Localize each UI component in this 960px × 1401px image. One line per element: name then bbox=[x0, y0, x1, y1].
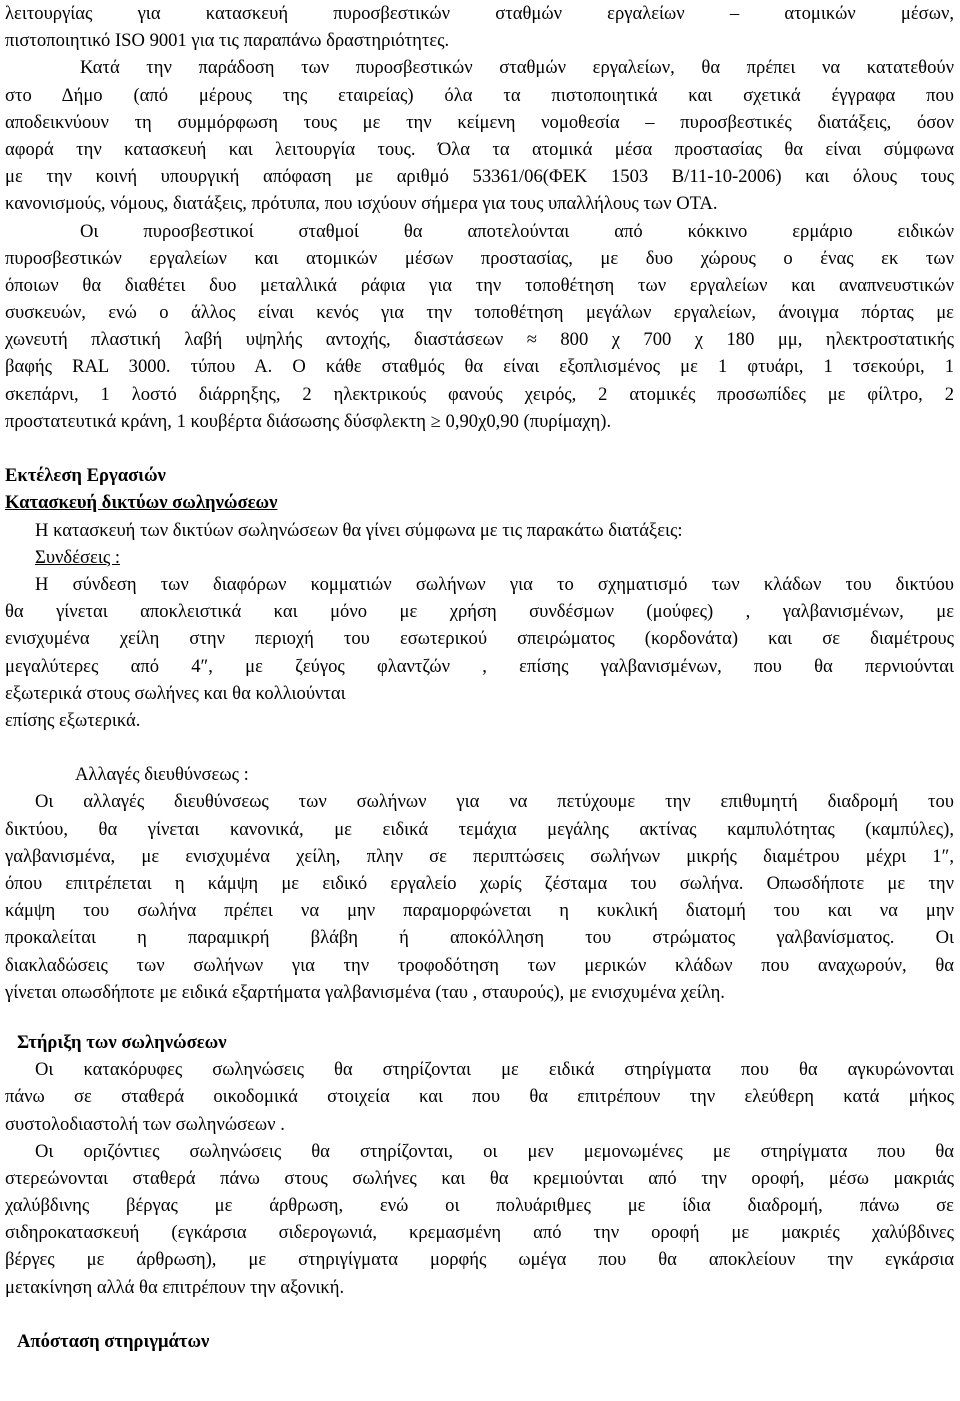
text-line: μεγαλύτερες από 4″, με ζεύγος φλαντζών , επίσης γαλβανισμένων, που θα περνιούνται bbox=[5, 655, 954, 677]
text-line: διακλαδώσεις των σωλήνων για την τροφοδότηση των μερικών κλάδων που αναχωρούν, θα bbox=[5, 954, 954, 976]
text-line: πάνω σε σταθερά οικοδομικά στοιχεία και που θα επιτρέπουν την ελεύθερη κατά μήκος bbox=[5, 1086, 954, 1108]
text-line: θα γίνεται αποκλειστικά και μόνο με χρήση συνδέσμων (μούφες) , γαλβανισμένων, με bbox=[5, 601, 954, 623]
spacer bbox=[5, 1006, 954, 1029]
section-heading-execution: Εκτέλεση Εργασιών bbox=[5, 465, 166, 487]
text-line: λειτουργίας για κατασκευή πυροσβεστικών σταθμών εργαλείων – ατομικών μέσων, bbox=[5, 3, 954, 24]
connections-label-text: Συνδέσεις : bbox=[35, 546, 121, 568]
text-line: πιστοποιητικό ISO 9001 για τις παραπάνω δραστηριότητες. bbox=[5, 30, 450, 52]
text-line: Οι κατακόρυφες σωληνώσεις θα στηρίζονται με ειδικά στηρίγματα που θα αγκυρώνονται bbox=[35, 1059, 954, 1081]
text-line: στο Δήμο (από μέρους της εταιρείας) όλα τα πιστοποιητικά και σχετικά έγγραφα που bbox=[5, 84, 954, 106]
text-line: κάμψη του σωλήνα πρέπει να μην παραμορφώνεται η κυκλική διατομή του και να μην bbox=[5, 900, 954, 922]
text-line: πυροσβεστικών εργαλείων και ατομικών μέσων προστασίας, με δυο χώρους ο ένας εκ των bbox=[5, 247, 954, 269]
text-line: δικτύου, θα γίνεται κανονικά, με ειδικά τεμάχια μεγάλης ακτίνας καμπυλότητας (καμπύλες), bbox=[5, 818, 954, 840]
text-line: στερεώνονται σταθερά πάνω στους σωλήνες και θα κρεμιούνται από την οροφή, μέσω μακριάς bbox=[5, 1167, 954, 1189]
text-line: προκαλείται η παραμικρή βλάβη ή αποκόλληση του στρώματος γαλβανίσματος. Οι bbox=[5, 927, 954, 949]
text-line: Η σύνδεση των διαφόρων κομματιών σωλήνων για το σχηματισμό των κλάδων του δικτύου bbox=[35, 573, 954, 595]
text-line: γίνεται οπωσδήποτε με ειδικά εξαρτήματα γαλβανισμένα (ταυ , σταυρούς), με ενισχυμένα χείλη. bbox=[5, 981, 725, 1003]
text-line: αφορά την κατασκευή και λειτουργία τους. Όλα τα ατομικά μέσα προστασίας θα είναι σύμφωνα bbox=[5, 138, 954, 160]
section-heading-distance: Απόσταση στηριγμάτων bbox=[17, 1331, 210, 1352]
text-line: κανονισμούς, νόμους, διατάξεις, πρότυπα, που ισχύουν σήμερα για τους υπαλλήλους των ΟΤΑ. bbox=[5, 193, 718, 215]
text-line: συσκευών, ενώ ο άλλος είναι κενός για την τοποθέτηση μεγάλων εργαλείων, άνοιγμα πόρτας με bbox=[5, 302, 954, 324]
text-line: χωνευτή πλαστική λαβή υψηλής αντοχής, διαστάσεων ≈ 800 χ 700 χ 180 μμ, ηλεκτροστατικής bbox=[5, 329, 954, 351]
text-line: βαφής RAL 3000. τύπου Α. Ο κάθε σταθμός θα είναι εξοπλισμένος με 1 φτυάρι, 1 τσεκούρι, 1 bbox=[5, 356, 954, 378]
text-line: προστατευτικά κράνη, 1 κουβέρτα διάσωσης δύσφλεκτη ≥ 0,90χ0,90 (πυρίμαχη). bbox=[5, 410, 612, 432]
text-line: αποδεικνύουν τη συμμόρφωση τους με την κείμενη νομοθεσία – πυροσβεστικές διατάξεις, όσον bbox=[5, 111, 954, 133]
subheading-pipe-networks bbox=[5, 489, 954, 516]
text-line: συστολοδιαστολή των σωληνώσεων . bbox=[5, 1113, 285, 1135]
text-line: σκεπάρνι, 1 λοστό διάρρηξης, 2 ηλεκτρικούς φανούς χειρός, 2 ατομικές προσωπίδες με φίλτρο, 2 bbox=[5, 383, 954, 405]
direction-label: Αλλαγές διευθύνσεως : bbox=[75, 764, 249, 786]
text-line: Οι αλλαγές διευθύνσεως των σωλήνων για να πετύχουμε την επιθυμητή διαδρομή του bbox=[35, 791, 954, 813]
text-line: σιδηροκατασκευή (εγκάρσια σιδερογωνιά, κρεμασμένη από την οροφή με μακριές χαλύβδινες bbox=[5, 1222, 954, 1244]
text-line: όποιων θα διαθέτει δυο μεταλλικά ράφια για την τοποθέτηση των εργαλείων και αναπνευστικών bbox=[5, 274, 954, 296]
text-line: Οι πυροσβεστικοί σταθμοί θα αποτελούνται από κόκκινο ερμάριο ειδικών bbox=[80, 220, 954, 242]
text-line: με την κοινή υπουργική απόφαση με αριθμό 53361/06(ΦΕΚ 1503 Β/11-10-2006) και όλους τους bbox=[5, 166, 954, 188]
text-line: Οι οριζόντιες σωληνώσεις θα στηρίζονται, οι μεν μεμονωμένες με στηρίγματα που θα bbox=[35, 1140, 954, 1162]
text-line: Κατά την παράδοση των πυροσβεστικών σταθμών εργαλείων, θα πρέπει να κατατεθούν bbox=[80, 57, 954, 79]
text-line: μετακίνηση αλλά θα επιτρέπουν την αξονική. bbox=[5, 1276, 345, 1298]
text-line: γαλβανισμένα, με ενισχυμένα χείλη, πλην σε περιπτώσεις σωλήνων μικρής διαμέτρου μέχρι 1″, bbox=[5, 845, 954, 867]
text-line: επίσης εξωτερικά. bbox=[5, 709, 141, 731]
connections-label bbox=[5, 544, 954, 571]
section-heading-support: Στήριξη των σωληνώσεων bbox=[17, 1031, 227, 1053]
text-line: βέργες με άρθρωση), με στηριγίγματα μορφής ωμέγα που θα αποκλείουν την εγκάρσια bbox=[5, 1249, 954, 1271]
text-line: ενισχυμένα χείλη στην περιοχή του εσωτερικού σπειρώματος (κορδονάτα) και σε διαμέτρους bbox=[5, 628, 954, 650]
text-line: χαλύβδινης βέργας με άρθρωση, ενώ οι πολυάριθμες με ίδια διαδρομή, πάνω σε bbox=[5, 1195, 954, 1217]
text-line: Η κατασκευή των δικτύων σωληνώσεων θα γίνει σύμφωνα με τις παρακάτω διατάξεις: bbox=[35, 519, 683, 541]
spacer bbox=[5, 734, 954, 761]
text-line: όπου επιτρέπεται η κάμψη με ειδικό εργαλείο χωρίς ζέσταμα του σωλήνα. Οπωσδήποτε με την bbox=[5, 873, 954, 894]
spacer bbox=[5, 435, 954, 462]
text-line: εξωτερικά στους σωλήνες και θα κολλιούνται bbox=[5, 682, 346, 704]
spacer bbox=[5, 1301, 954, 1328]
subheading-pipe-networks-text: Κατασκευή δικτύων σωληνώσεων bbox=[5, 492, 278, 514]
